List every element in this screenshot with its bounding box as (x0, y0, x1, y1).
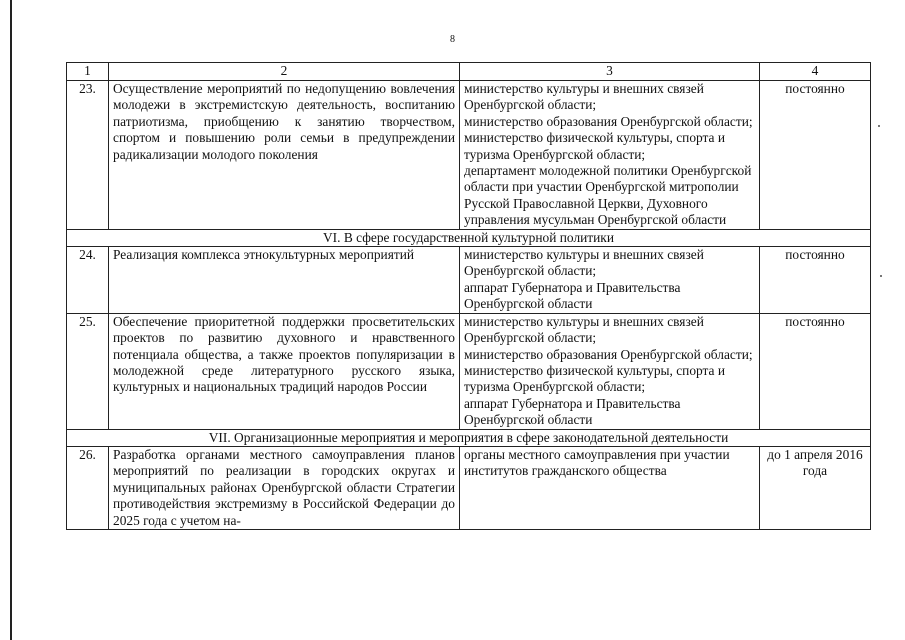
column-number: 1 (67, 63, 109, 81)
executor-entry: министерство культуры и внешних связей Оренбургской области; (464, 313, 704, 346)
event-description: Осуществление мероприятий по недопущению вовлечения молодежи в экстремистскую деятельность, воспитанию патриотизма, приобщению к занятию творчеством, спортом и повышению роли семьи в предупреждении радикализации молодого поколения (109, 81, 460, 230)
column-number: 2 (109, 63, 460, 81)
section-heading-row (67, 429, 871, 446)
page-number: 8 (450, 34, 455, 45)
section-heading-row (67, 229, 871, 246)
term-cell: постоянно (760, 81, 871, 230)
executor-entry: министерство культуры и внешних связей Оренбургской области; (464, 247, 704, 279)
executors-cell (460, 313, 760, 429)
executors-cell (460, 81, 760, 230)
table-row (67, 313, 871, 429)
executor-entry: министерство образования Оренбургской области; (464, 346, 753, 362)
column-number-row (67, 63, 871, 81)
executor-entry: аппарат Губернатора и Правительства Оренбургской области (464, 279, 681, 312)
section-title: VI. В сфере государственной культурной политики (67, 229, 871, 246)
executors-cell (460, 247, 760, 314)
item-number: 24. (67, 247, 109, 314)
event-description: Разработка органами местного самоуправления планов мероприятий по реализации в городских округах и муниципальных районах Оренбургской области Стратегии противодействия экстремизму в Российской Федерации до 2025 года с учетом на- (109, 446, 460, 529)
scan-left-edge (10, 0, 12, 640)
executor-entry: департамент молодежной политики Оренбургской области при участии Оренбургской митрополии Русской Православной Церкви, Духовного управления мусульман Оренбургской области (464, 163, 752, 228)
executors-cell (460, 446, 760, 529)
table-row (67, 247, 871, 314)
section-title: VII. Организационные мероприятия и мероприятия в сфере законодательной деятельности (67, 429, 871, 446)
item-number: 23. (67, 81, 109, 230)
executor-entry: органы местного самоуправления при участии институтов гражданского общества (464, 446, 730, 479)
executor-entry: министерство культуры и внешних связей Оренбургской области; (464, 81, 704, 113)
term-cell: до 1 апреля 2016 года (760, 446, 871, 529)
event-description: Реализация комплекса этнокультурных мероприятий (109, 247, 460, 314)
column-number: 4 (760, 63, 871, 81)
item-number: 26. (67, 446, 109, 529)
table-row (67, 446, 871, 529)
table-row (67, 81, 871, 230)
term-cell: постоянно (760, 313, 871, 429)
term-cell: постоянно (760, 247, 871, 314)
scan-speck (878, 125, 880, 127)
executor-entry: министерство образования Оренбургской области; (464, 113, 753, 129)
column-number: 3 (460, 63, 760, 81)
measures-table (66, 62, 871, 530)
item-number: 25. (67, 313, 109, 429)
event-description: Обеспечение приоритетной поддержки просветительских проектов по развитию духовного и нравственного потенциала общества, а также проектов популяризации в молодежной среде литературного русского языка, культурных и национальных традиций народов России (109, 313, 460, 429)
scan-speck (880, 275, 882, 277)
executor-entry: министерство физической культуры, спорта и туризма Оренбургской области; (464, 130, 726, 162)
executor-entry: аппарат Губернатора и Правительства Оренбургской области (464, 395, 681, 428)
executor-entry: министерство физической культуры, спорта и туризма Оренбургской области; (464, 362, 726, 395)
